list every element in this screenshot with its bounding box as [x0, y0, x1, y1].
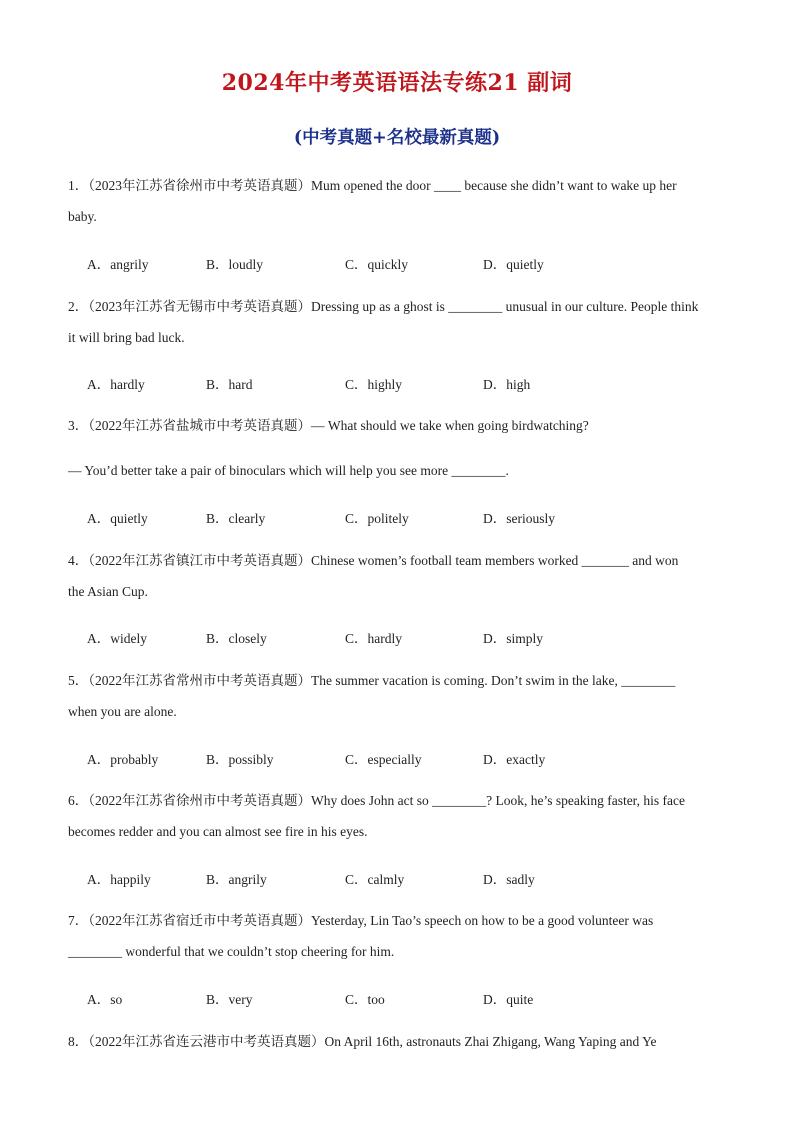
- option-d: D．quietly: [483, 257, 544, 272]
- question-7: [68, 905, 730, 967]
- question-text-line: it will bring bad luck.: [68, 330, 185, 345]
- question-1: [68, 170, 730, 232]
- option-a: A．hardly: [87, 377, 145, 392]
- option-b: B．hard: [206, 377, 253, 392]
- option-d: D．quite: [483, 992, 534, 1007]
- question-3: [68, 410, 730, 486]
- option-a: A．so: [87, 992, 123, 1007]
- option-d: D．simply: [483, 631, 544, 646]
- question-text-line: the Asian Cup.: [68, 584, 148, 599]
- option-d: D．seriously: [483, 511, 555, 526]
- question-text-line: 3．（2022年江苏省盐城市中考英语真题）— What should we take when going birdwatching?: [68, 418, 589, 433]
- question-2: [68, 291, 730, 353]
- option-c: C．too: [345, 992, 385, 1007]
- question-text-line: ________ wonderful that we couldn’t stop cheering for him.: [68, 944, 395, 959]
- question-6: [68, 785, 730, 847]
- option-a: A．probably: [87, 752, 159, 767]
- option-c: C．highly: [345, 377, 403, 392]
- option-c: C．hardly: [345, 631, 402, 646]
- option-d: D．exactly: [483, 752, 546, 767]
- option-c: C．quickly: [345, 257, 408, 272]
- question-text-line: 6．（2022年江苏省徐州市中考英语真题）Why does John act so ________? Look, he’s speaking faster, his face: [68, 793, 685, 808]
- option-a: A．angrily: [87, 257, 149, 272]
- page-subtitle: (中考真题+名校最新真题): [293, 128, 501, 148]
- option-b: B．closely: [206, 631, 267, 646]
- option-c: C．especially: [345, 752, 422, 767]
- question-5: [68, 665, 730, 727]
- option-b: B．clearly: [206, 511, 266, 526]
- question-text-line: 4．（2022年江苏省镇江市中考英语真题）Chinese women’s football team members worked _______ and won: [68, 553, 679, 568]
- option-d: D．sadly: [483, 872, 535, 887]
- question-text-line: baby.: [68, 209, 97, 224]
- option-a: A．quietly: [87, 511, 148, 526]
- question-4: [68, 545, 730, 607]
- question-text-line: — You’d better take a pair of binoculars which will help you see more ________.: [68, 463, 509, 478]
- question-text-line: 1．（2023年江苏省徐州市中考英语真题）Mum opened the door ____ because she didn’t want to wake up her: [68, 178, 677, 193]
- option-b: B．loudly: [206, 257, 264, 272]
- option-b: B．possibly: [206, 752, 274, 767]
- question-text-line: 5．（2022年江苏省常州市中考英语真题）The summer vacation is coming. Don’t swim in the lake, ________: [68, 673, 676, 688]
- option-c: C．politely: [345, 511, 409, 526]
- question-text-line: 2．（2023年江苏省无锡市中考英语真题）Dressing up as a ghost is ________ unusual in our culture. People think: [68, 299, 699, 314]
- question-text-line: when you are alone.: [68, 704, 177, 719]
- option-c: C．calmly: [345, 872, 405, 887]
- option-d: D．high: [483, 377, 531, 392]
- question-text-line: becomes redder and you can almost see fire in his eyes.: [68, 824, 368, 839]
- question-text-line: 7．（2022年江苏省宿迁市中考英语真题）Yesterday, Lin Tao’s speech on how to be a good volunteer was: [68, 913, 654, 928]
- option-b: B．angrily: [206, 872, 267, 887]
- question-text-line: 8．（2022年江苏省连云港市中考英语真题）On April 16th, astronauts Zhai Zhigang, Wang Yaping and Ye: [68, 1034, 657, 1049]
- option-b: B．very: [206, 992, 253, 1007]
- page-title: 2024年中考英语语法专练21 副词: [221, 70, 573, 96]
- option-a: A．widely: [87, 631, 147, 646]
- question-8: [68, 1026, 730, 1057]
- option-a: A．happily: [87, 872, 151, 887]
